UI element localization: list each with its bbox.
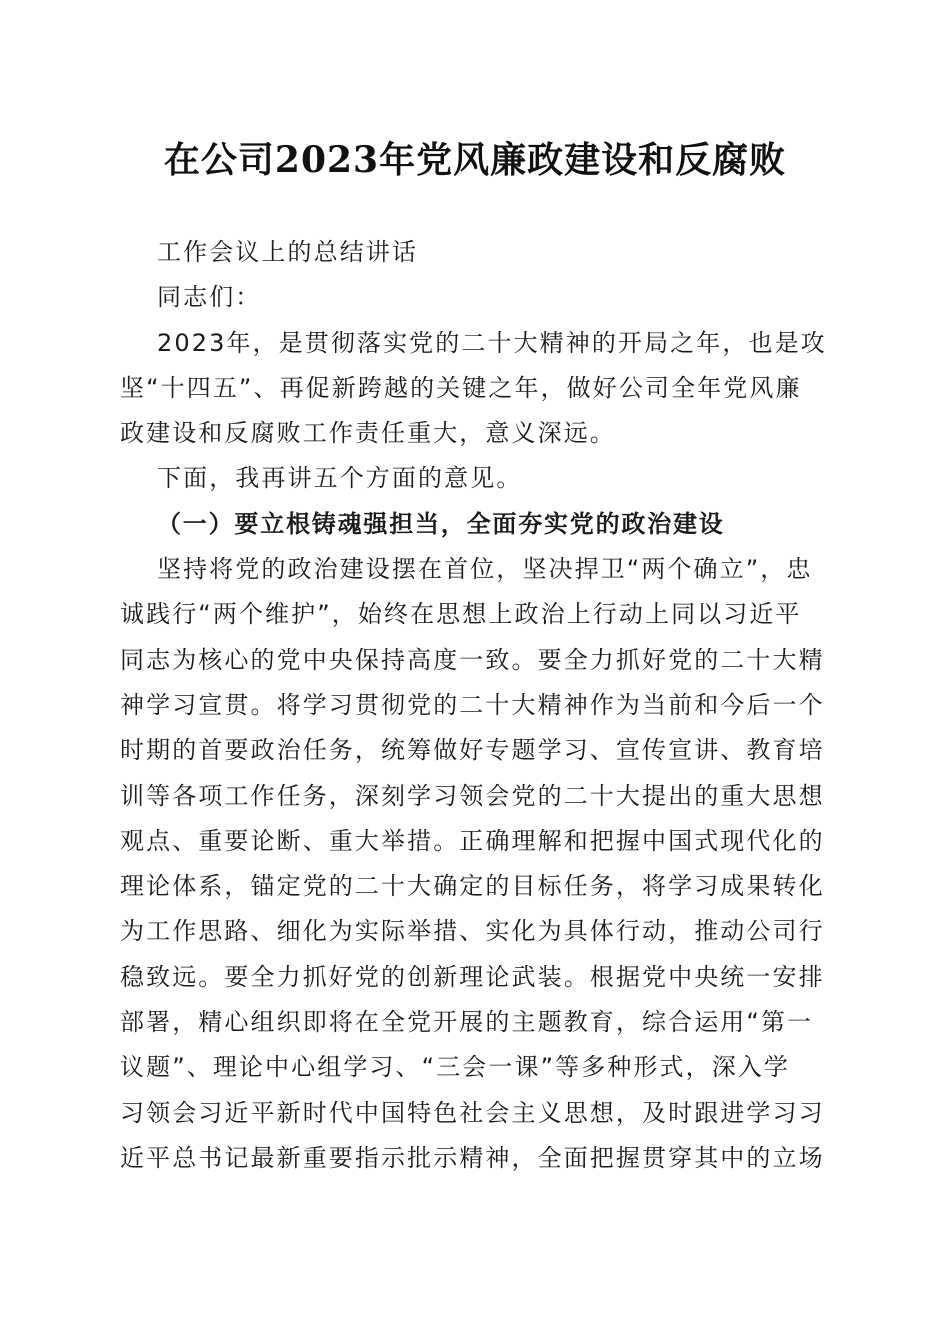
- document-body: [120, 230, 825, 1181]
- paragraph-line: 坚持将党的政治建设摆在首位，坚决捍卫“两个确立”，忠: [157, 555, 813, 584]
- paragraph-line: 近平总书记最新重要指示批示精神，全面把握贯穿其中的立场: [120, 1143, 825, 1172]
- paragraph-line: 诚践行“两个维护”，始终在思想上政治上行动上同以习近平: [120, 600, 802, 629]
- section-heading: （一）要立根铸魂强担当，全面夯实党的政治建设: [157, 509, 725, 538]
- transition-paragraph: 下面，我再讲五个方面的意见。: [157, 464, 523, 493]
- paragraph-line: 观点、重要论断、重大举措。正确理解和把握中国式现代化的: [120, 826, 825, 855]
- salutation: 同志们：: [157, 283, 262, 312]
- paragraph-line: 政建设和反腐败工作责任重大，意义深远。: [120, 419, 616, 448]
- paragraph-line: 部署，精心组织即将在全党开展的主题教育，综合运用“第一: [120, 1008, 814, 1037]
- paragraph-line: 习领会习近平新时代中国特色社会主义思想，及时跟进学习习: [120, 1098, 825, 1127]
- paragraph-line: 神学习宣贯。将学习贯彻党的二十大精神作为当前和今后一个: [120, 690, 825, 719]
- paragraph-line: 训等各项工作任务，深刻学习领会党的二十大提出的重大思想: [120, 781, 825, 810]
- intro-paragraph: [120, 321, 825, 457]
- paragraph-line: 2023年，是贯彻落实党的二十大精神的开局之年，也是攻: [157, 328, 827, 357]
- paragraph-line: 坚“十四五”、再促新跨越的关键之年，做好公司全年党风廉: [120, 373, 802, 402]
- paragraph-line: 稳致远。要全力抓好党的创新理论武装。根据党中央统一安排: [120, 962, 825, 991]
- paragraph-line: 时期的首要政治任务，统筹做好专题学习、宣传宣讲、教育培: [120, 736, 825, 765]
- document-subtitle: 工作会议上的总结讲话: [157, 238, 418, 266]
- paragraph-line: 为工作思路、细化为实际举措、实化为具体行动，推动公司行: [120, 917, 825, 946]
- section-paragraph: [120, 547, 825, 1181]
- document-title: 在公司2023年党风廉政建设和反腐败: [163, 139, 787, 181]
- paragraph-line: 理论体系，锚定党的二十大确定的目标任务，将学习成果转化: [120, 872, 825, 901]
- paragraph-line: 同志为核心的党中央保持高度一致。要全力抓好党的二十大精: [120, 645, 825, 674]
- paragraph-line: 议题”、理论中心组学习、“三会一课”等多种形式，深入学: [120, 1053, 790, 1082]
